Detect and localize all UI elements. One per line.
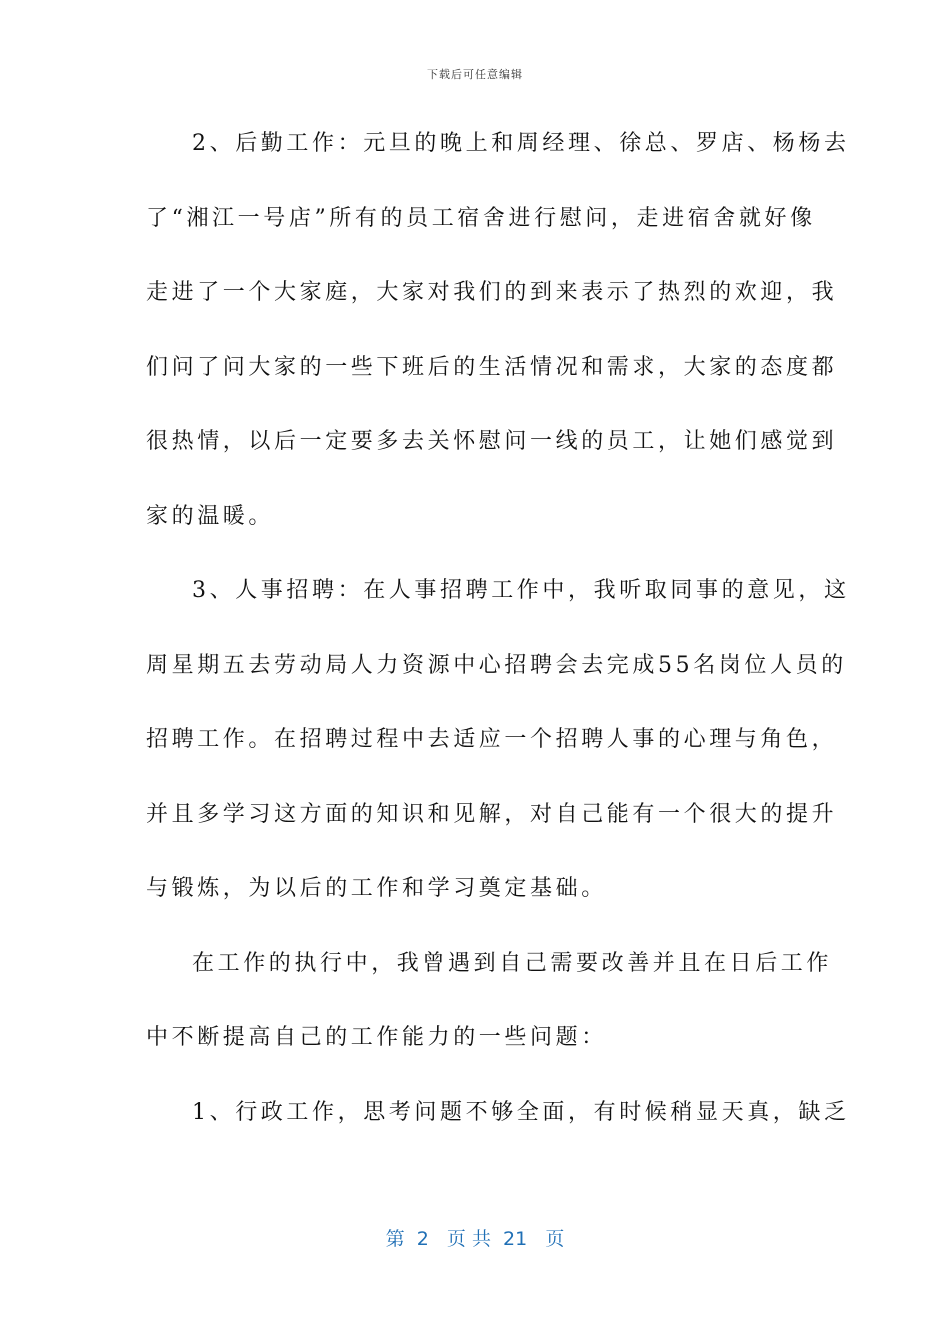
paragraph-1-line-3: 走进了一个大家庭，大家对我们的到来表示了热烈的欢迎，我 [146, 280, 838, 305]
paragraph-1-line-2: 了“湘江一号店”所有的员工宿舍进行慰问，走进宿舍就好像 [146, 205, 816, 231]
paragraph-1-line-1: 2、后勤工作：元旦的晚上和周经理、徐总、罗店、杨杨去 [192, 131, 850, 156]
paragraph-3-line-1: 在工作的执行中，我曾遇到自己需要改善并且在日后工作 [192, 950, 833, 976]
paragraph-2-line-1: 3、人事招聘：在人事招聘工作中，我听取同事的意见，这 [192, 578, 850, 603]
paragraph-2-line-2: 周星期五去劳动局人力资源中心招聘会去完成55名岗位人员的 [146, 652, 847, 678]
paragraph-4-line-1: 1、行政工作，思考问题不够全面，有时候稍显天真，缺乏 [192, 1099, 850, 1125]
download-note: 下载后可任意编辑 [427, 68, 523, 81]
page-number: 第 2 页 共 21 页 [385, 1228, 565, 1250]
paragraph-2-line-5: 与锻炼，为以后的工作和学习奠定基础。 [146, 876, 607, 901]
paragraph-1-line-4: 们问了问大家的一些下班后的生活情况和需求，大家的态度都 [146, 354, 838, 380]
paragraph-2-line-4: 并且多学习这方面的知识和见解，对自己能有一个很大的提升 [146, 801, 838, 827]
paragraph-1-line-6: 家的温暖。 [146, 503, 275, 529]
paragraph-3-line-2: 中不断提高自己的工作能力的一些问题： [146, 1025, 607, 1050]
paragraph-1-line-5: 很热情，以后一定要多去关怀慰问一线的员工，让她们感觉到 [146, 429, 838, 454]
paragraph-2-line-3: 招聘工作。在招聘过程中去适应一个招聘人事的心理与角色， [146, 727, 838, 752]
